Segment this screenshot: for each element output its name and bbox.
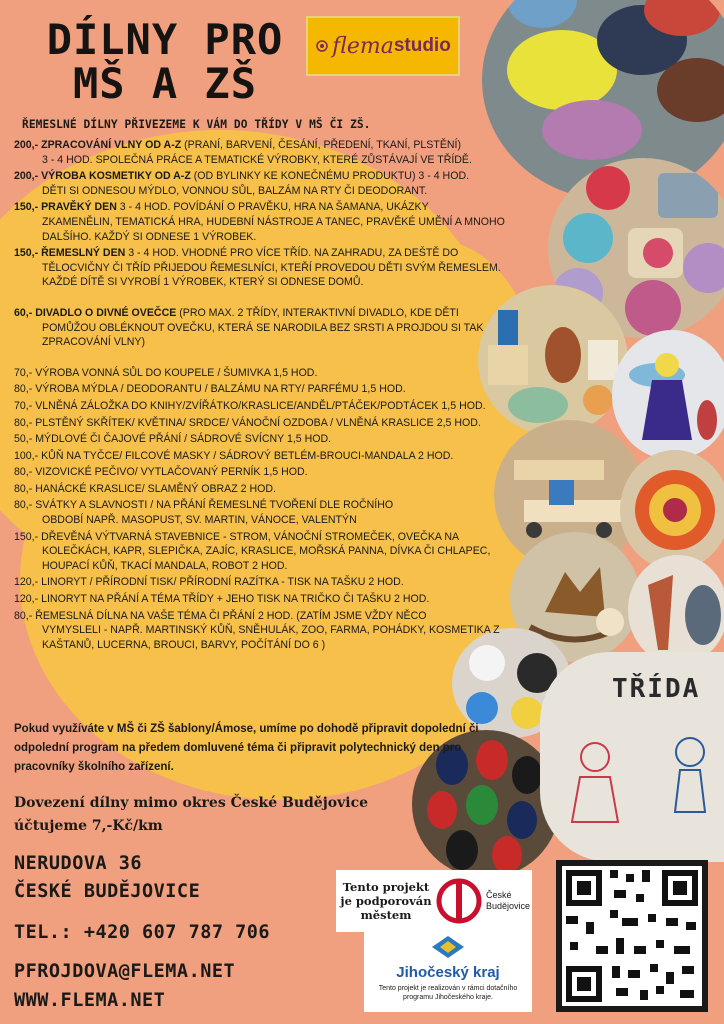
list-item: 80,- VÝROBA MÝDLA / DEODORANTU / BALZÁMU NA RTY/ PARFÉMU 1,5 HOD. xyxy=(14,383,406,396)
felt-mandala-photo xyxy=(620,450,724,570)
contact-info xyxy=(14,918,270,1015)
list-item: 120,- LINORYT NA PŘÁNÍ A TÉMA TŘÍDY + JEHO TISK NA TRIČKO ČI TAŠKU 2 HOD. xyxy=(14,593,430,606)
list-item: 80,- VIZOVICKÉ PEČIVO/ VYTLAČOVANÝ PERNÍK 1,5 HOD. xyxy=(14,466,308,479)
transport-note: Dovezení dílny mimo okres České Budějovice účtujeme 7,-Kč/km xyxy=(14,795,369,834)
phone-number[interactable]: TEL.: +420 607 787 706 xyxy=(14,922,271,943)
list-item: 80,- ŘEMESLNÁ DÍLNA NA VAŠE TÉMA ČI PŘÁNÍ 2 HOD. (ZATÍM JSME VŽDY NĚCO VYMYSLELI - NAPŘ. MARTINSKÝ KŮŇ, SNĚHULÁK, ZOO, FARMA, POHÁDKY, KOSMETIKA Z KAŠTANŮ, LUCERNA, BROUCI, BARVY, POČÍTÁNÍ DO 6 ) xyxy=(14,609,500,651)
workshop-item-wool: 200,- ZPRACOVÁNÍ VLNY OD A-Z (PRANÍ, BARVENÍ, ČESÁNÍ, PŘEDENÍ, TKANÍ, PLSTĚNÍ) 3 - 4 HOD. SPOLEČNÁ PRÁCE A TEMATICKÉ VÝROBKY, KTERÉ ZŮSTÁVAJÍ VE TŘÍDĚ. xyxy=(14,139,472,166)
workshop-item-prehistory: 150,- PRAVĚKÝ DEN 3 - 4 HOD. POVÍDÁNÍ O PRAVĚKU, HRA NA ŠAMANA, UKÁZKY ZKAMENĚLIN, TEMATICKÁ HRA, HUDEBNÍ NÁSTROJE A TANEC, PRAVĚKÉ UMĚNÍ A MNOHO DALŠÍHO. KAŽDÝ SI ODNESE 1 VÝROBEK. xyxy=(14,201,505,243)
tshirt-print-photo: TŘÍDA xyxy=(540,652,724,862)
list-item: 80,- PLSTĚNÝ SKŘÍTEK/ KVĚTINA/ SRDCE/ VÁNOČNÍ OZDOBA / VLNĚNÁ KRASLICE 2,5 HOD. xyxy=(14,416,481,429)
list-item: 70,- VÝROBA VONNÁ SŮL DO KOUPELE / ŠUMIVKA 1,5 HOD. xyxy=(14,366,318,379)
region-logo-icon xyxy=(428,934,468,960)
templates-paragraph: Pokud využíváte v MŠ či ZŠ šablony/Ámose, umíme po dohodě připravit dopolední či odpolední program na předem domluvené téma či připravit polytechnický den pro pracovníky školního zařízení. xyxy=(14,723,479,773)
logo-spiral-icon xyxy=(315,39,329,53)
list-item: 80,- SVÁTKY A SLAVNOSTI / NA PŘÁNÍ ŘEMESLNÉ TVOŘENÍ DLE ROČNÍHO OBDOBÍ NAPŘ. MASOPUST, SV. MARTIN, VÁNOCE, VALENTÝN xyxy=(14,499,394,527)
subtitle: ŘEMESLNÉ DÍLNY PŘIVEZEME K VÁM DO TŘÍDY V MŠ ČI ZŠ. xyxy=(22,118,371,131)
workshop-item-theatre: 60,- DIVADLO O DIVNÉ OVEČCE (PRO MAX. 2 TŘÍDY, INTERAKTIVNÍ DIVADLO, KDE DĚTI POMŮŽOU OBLÉKNOUT OVEČKU, KTERÁ SE NARODILA BEZ SRSTI A PROJDOU SI TAK ZPRACOVÁNÍ VLNY) xyxy=(14,306,484,349)
city-support-badge: Tento projekt je podporován městem České Budějovice xyxy=(336,870,532,932)
workshop-item-craft-day: 150,- ŘEMESLNÝ DEN 3 - 4 HOD. VHODNÉ PRO VÍCE TŘÍD. NA ZAHRADU, ZA DEŠTĚ DO TĚLOCVIČNY ČI TŘÍD PŘIJEDOU ŘEMESLNÍCI, KTEŘÍ PROVEDOU DĚTI SVÝM ŘEMESLEM. KAŽDÉ DÍTĚ SI VYROBÍ 1 VÝROBEK, KTERÝ SI ODNESE DOMŮ. xyxy=(14,247,501,289)
list-item: 50,- MÝDLOVÉ ČI ČAJOVÉ PŘÁNÍ / SÁDROVÉ SVÍCNY 1,5 HOD. xyxy=(14,433,332,446)
list-item: 120,- LINORYT / PŘÍRODNÍ TISK/ PŘÍRODNÍ RAZÍTKA - TISK NA TAŠKU 2 HOD. xyxy=(14,576,404,589)
workshop-list xyxy=(14,138,514,654)
workshop-item-cosmetics: 200,- VÝROBA KOSMETIKY OD A-Z (OD BYLINKY KE KONEČNÉMU PRODUKTU) 3 - 4 HOD. DĚTI SI ODNESOU MÝDLO, VONNOU SŮL, BALZÁM NA RTY ČI DEODORANT. xyxy=(14,170,470,197)
region-support-badge: Jihočeský kraj Tento projekt je realizován v rámci dotačního programu Jihočeského kraje. xyxy=(364,932,532,1012)
list-item: 80,- HANÁCKÉ KRASLICE/ SLAMĚNÝ OBRAZ 2 HOD. xyxy=(14,482,276,495)
ceramic-photo xyxy=(628,555,724,665)
web-link[interactable]: WWW.FLEMA.NET xyxy=(14,990,166,1011)
email-link[interactable]: PFROJDOVA@FLEMA.NET xyxy=(14,961,236,982)
list-item: 70,- VLNĚNÁ ZÁLOŽKA DO KNIHY/ZVÍŘÁTKO/KRASLICE/ANDĚL/PTÁČEK/PODTÁCEK 1,5 HOD. xyxy=(14,399,486,412)
page-title: DÍLNY PRO MŠ A ZŠ xyxy=(46,15,284,108)
flema-studio-logo: flema studio xyxy=(306,16,460,76)
address: NERUDOVA 36 ČESKÉ BUDĚJOVICE xyxy=(14,853,201,902)
drawing-figures-icon xyxy=(540,652,724,862)
list-item: 100,- KŮŇ NA TYČCE/ FILCOVÉ MASKY / SÁDROVÝ BETLÉM-BROUCI-MANDALA 2 HOD. xyxy=(14,449,454,462)
city-logo-icon xyxy=(436,878,482,924)
qr-code[interactable] xyxy=(556,860,708,1012)
list-item: 150,- DŘEVĚNÁ VÝTVARNÁ STAVEBNICE - STROM, VÁNOČNÍ STROMEČEK, OVEČKA NA KOLEČKÁCH, KAPR, SLEPIČKA, ZAJÍC, KRASLICE, MOŘSKÁ PANNA, DÍVKA ČI CHLAPEC, HOUPACÍ KŮŇ, TKACÍ MANDALA, ROBOT 2 HOD. xyxy=(14,530,491,572)
felt-angel-photo xyxy=(612,330,724,460)
